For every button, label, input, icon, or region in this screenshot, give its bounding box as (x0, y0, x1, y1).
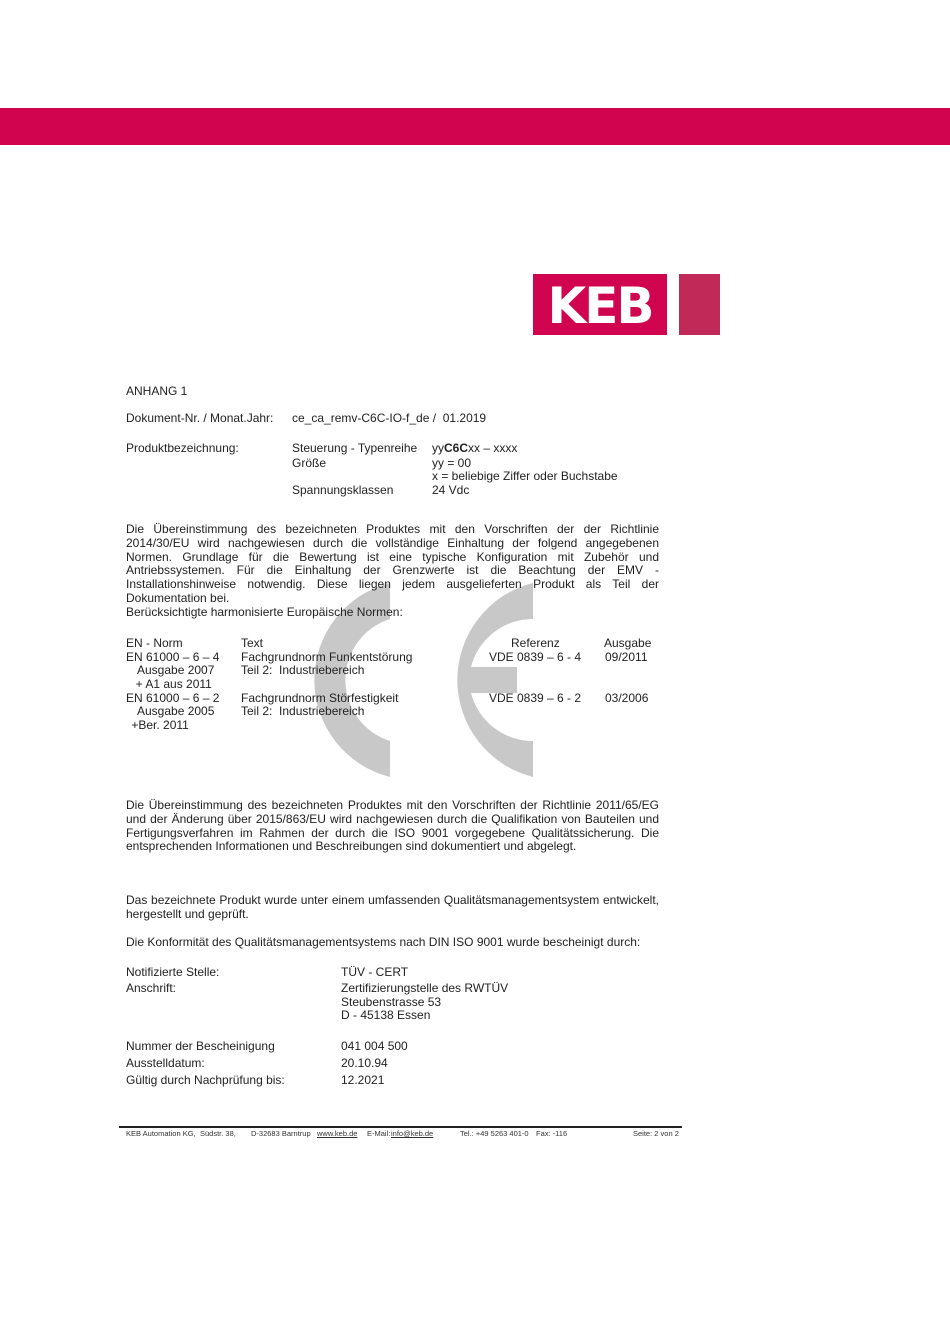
issue-date-label: Ausstelldatum: (126, 1056, 205, 1070)
ce-letter-e (457, 583, 533, 777)
footer-divider (119, 1126, 682, 1128)
norm-cell: EN 61000 – 6 – 2 (126, 691, 220, 705)
notified-body-value: TÜV - CERT (341, 965, 409, 979)
logo-box (533, 274, 667, 335)
norm-cell: Ausgabe 2007 (131, 663, 215, 677)
footer-email-link[interactable]: info@keb.de (391, 1129, 434, 1138)
brand-color-band (0, 108, 950, 145)
ausgabe-cell: 03/2006 (605, 691, 649, 705)
table-header-ref: Referenz (511, 636, 560, 650)
product-value: x = beliebige Ziffer oder Buchstabe (432, 469, 618, 483)
address-line: D - 45138 Essen (341, 1008, 431, 1022)
product-key: Steuerung - Typenreihe (292, 441, 418, 455)
rohs-paragraph: Die Übereinstimmung des bezeichneten Produktes mit den Vorschriften der Richtlinie 2011/65/EG und der Änderung über 2015/863/EU wird nachgewiesen durch die Qualifikation von Bauteilen und Fertigungsverfahren im Rahmen der durch die ISO 9001 vorgegebene Qualitätssicherung. Die entsprechenden Informationen und Beschreibungen sind dokumentiert und abgelegt. (126, 798, 659, 854)
logo-side-block (679, 274, 720, 335)
product-value: 24 Vdc (432, 483, 470, 497)
footer-street: Südstr. 38, (200, 1129, 236, 1138)
certificate-number-value: 041 004 500 (341, 1039, 408, 1053)
text-cell: Teil 2: Industriebereich (241, 663, 365, 677)
ausgabe-cell: 09/2011 (605, 650, 648, 664)
logo-text: KEB (547, 276, 653, 335)
footer-page-number: Seite: 2 von 2 (633, 1129, 679, 1138)
type-suffix: xx – xxxx (468, 441, 518, 455)
norms-heading: Berücksichtigte harmonisierte Europäische Normen: (126, 605, 403, 619)
table-header-ausgabe: Ausgabe (604, 636, 652, 650)
product-value: yy = 00 (432, 456, 472, 470)
ref-cell: VDE 0839 – 6 - 4 (489, 650, 582, 664)
address-label: Anschrift: (126, 981, 177, 995)
table-header-text: Text (241, 636, 264, 650)
anhang-heading: ANHANG 1 (126, 384, 188, 398)
address-line: Steubenstrasse 53 (341, 995, 442, 1009)
norm-cell: + A1 aus 2011 (129, 677, 212, 691)
text-cell: Teil 2: Industriebereich (241, 704, 365, 718)
norm-cell: +Ber. 2011 (128, 718, 189, 732)
footer-fax: Fax: -116 (536, 1129, 568, 1138)
issue-date-value: 20.10.94 (341, 1056, 388, 1070)
table-header-norm: EN - Norm (126, 636, 183, 650)
doc-number-value: ce_ca_remv-C6C-IO-f_de / 01.2019 (292, 411, 487, 425)
type-prefix: yy (432, 441, 444, 455)
product-type-value (432, 441, 517, 455)
footer-city: D-32683 Barntrup (251, 1129, 311, 1138)
certificate-number-label: Nummer der Bescheinigung (126, 1039, 275, 1053)
product-key: Größe (292, 456, 327, 470)
product-label: Produktbezeichnung: (126, 441, 239, 455)
norm-cell: Ausgabe 2005 (131, 704, 215, 718)
text-cell: Fachgrundnorm Funkentstörung (241, 650, 413, 664)
product-key: Spannungsklassen (292, 483, 394, 497)
iso-paragraph: Die Konformität des Qualitätsmanagementsystems nach DIN ISO 9001 wurde bescheinigt durch: (126, 935, 641, 949)
footer-website-link[interactable]: www.keb.de (317, 1129, 358, 1138)
norm-cell: EN 61000 – 6 – 4 (126, 650, 220, 664)
valid-until-value: 12.2021 (341, 1073, 385, 1087)
footer-company: KEB Automation KG, (126, 1129, 196, 1138)
text-cell: Fachgrundnorm Störfestigkeit (241, 691, 399, 705)
ref-cell: VDE 0839 – 6 - 2 (489, 691, 582, 705)
doc-number-label: Dokument-Nr. / Monat.Jahr: (126, 411, 274, 425)
address-line: Zertifizierungstelle des RWTÜV (341, 981, 509, 995)
valid-until-label: Gültig durch Nachprüfung bis: (126, 1073, 285, 1087)
qms-paragraph: Das bezeichnete Produkt wurde unter einem umfassenden Qualitätsmanagementsystem entwickelt, hergestellt und geprüft. (126, 893, 659, 921)
emc-paragraph: Die Übereinstimmung des bezeichneten Produktes mit den Vorschriften der der Richtlinie 2014/30/EU wird nachgewiesen durch die vollständige Einhaltung der folgend angegebenen Normen. Grundlage für die Bewertung ist eine typische Konfiguration mit Zubehör und Antriebssystemen. Für die Einhaltung der Grenzwerte ist die Beachtung der EMV - Installationshinweise notwendig. Diese liegen jedem ausgelieferten Produkt als Teil der Dokumentation bei. (126, 522, 659, 605)
footer-phone: Tel.: +49 5263 401-0 (460, 1129, 529, 1138)
footer-email-label: E-Mail: (367, 1129, 391, 1138)
type-bold: C6C (444, 441, 469, 455)
notified-body-label: Notifizierte Stelle: (126, 965, 220, 979)
keb-logo (533, 274, 720, 335)
